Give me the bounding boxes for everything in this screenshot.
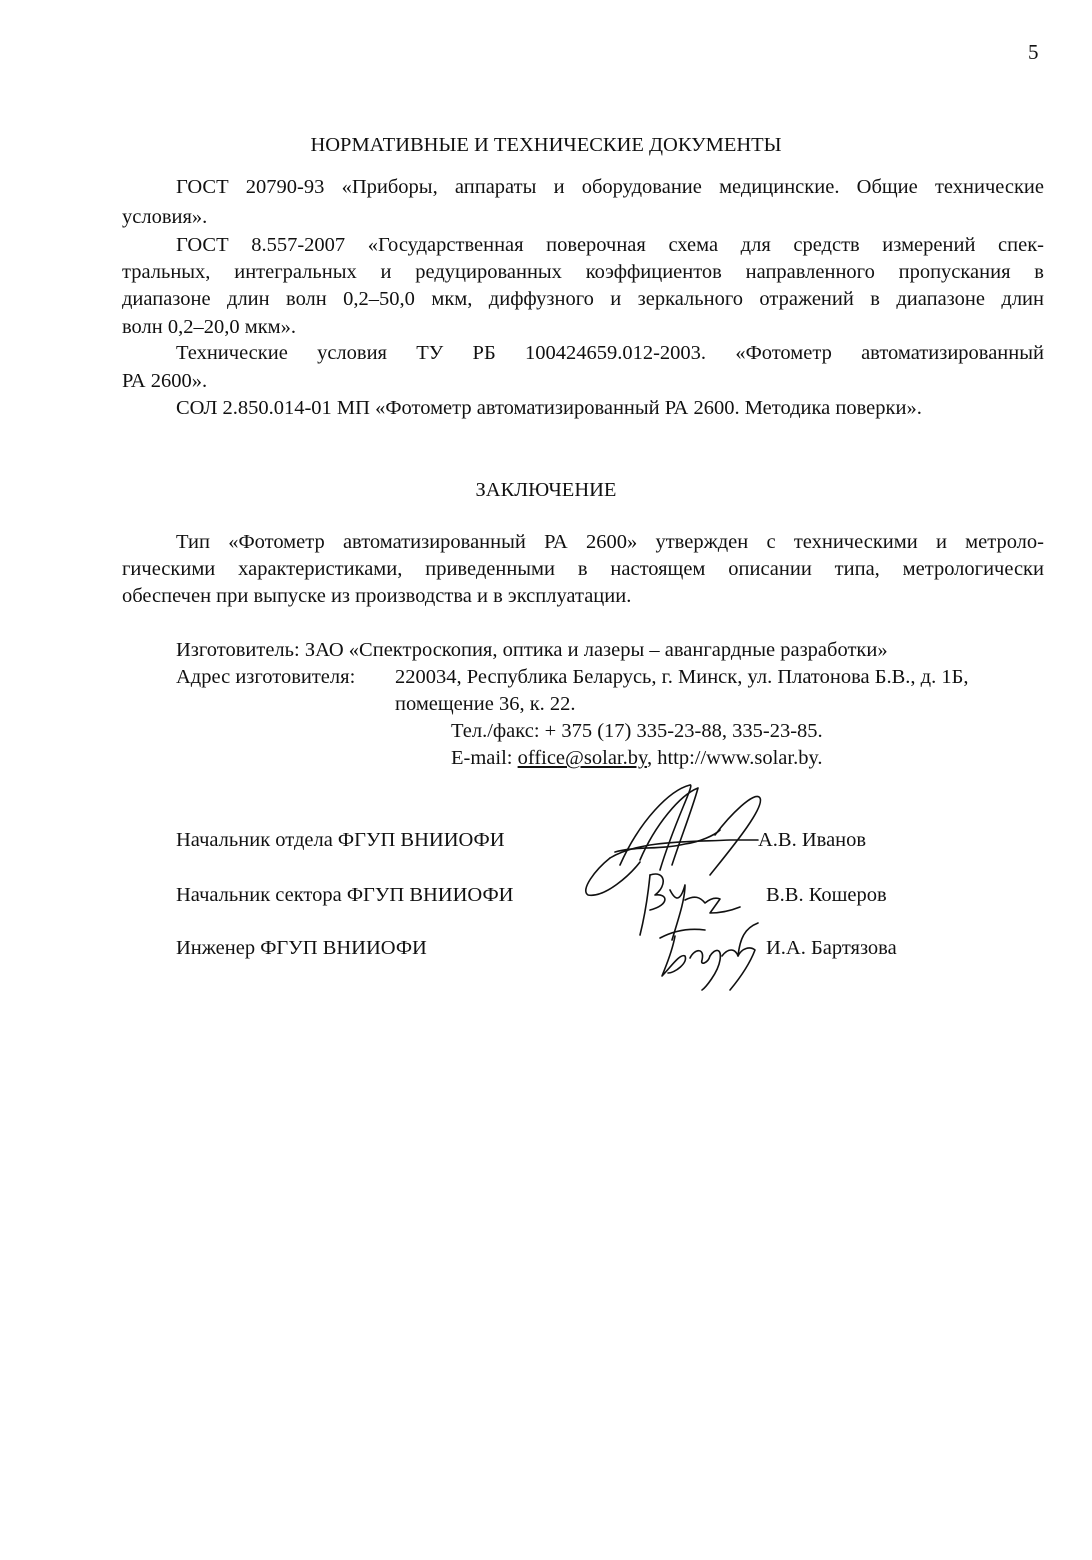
- website-link[interactable]: , http://www.solar.by.: [646, 747, 823, 769]
- phone-fax: Тел./факс: + 375 (17) 335-23-88, 335-23-85.: [451, 720, 823, 742]
- address-label: Адрес изготовителя:: [176, 666, 356, 688]
- conclusion-line-2: гическими характеристиками, приведенными в настоящем описании типа, метрологически: [122, 558, 1044, 580]
- signatory-3-title: Инженер ФГУП ВНИИОФИ: [176, 937, 427, 959]
- doc-1-line-2: условия».: [122, 206, 208, 228]
- doc-1-line-1: ГОСТ 20790-93 «Приборы, аппараты и оборудование медицинские. Общие технические: [176, 176, 1044, 198]
- doc-4-line-1: СОЛ 2.850.014-01 МП «Фотометр автоматизированный РА 2600. Методика поверки».: [176, 397, 922, 419]
- contact-line: [451, 747, 823, 770]
- section-title-documents: НОРМАТИВНЫЕ И ТЕХНИЧЕСКИЕ ДОКУМЕНТЫ: [310, 134, 782, 156]
- page-number: 5: [1028, 40, 1039, 64]
- doc-3-line-2: РА 2600».: [122, 370, 208, 392]
- conclusion-line-1: Тип «Фотометр автоматизированный РА 2600» утвержден с техническими и метроло-: [176, 531, 1044, 553]
- section-title-conclusion: ЗАКЛЮЧЕНИЕ: [475, 479, 617, 501]
- signatory-1-title: Начальник отдела ФГУП ВНИИОФИ: [176, 829, 505, 851]
- address-line-2: помещение 36, к. 22.: [395, 693, 576, 715]
- address-line-1: 220034, Республика Беларусь, г. Минск, ул. Платонова Б.В., д. 1Б,: [395, 666, 969, 688]
- doc-2-line-2: тральных, интегральных и редуцированных коэффициентов направленного пропускания в: [122, 261, 1044, 283]
- doc-3-line-1: Технические условия ТУ РБ 100424659.012-2003. «Фотометр автоматизированный: [176, 342, 1044, 364]
- signatory-2-name: В.В. Кошеров: [766, 884, 887, 906]
- manufacturer-name: ЗАО «Спектроскопия, оптика и лазеры – авангардные разработки»: [304, 639, 888, 661]
- manufacturer-line: [176, 639, 888, 662]
- doc-2-line-1: ГОСТ 8.557-2007 «Государственная поверочная схема для средств измерений спек-: [176, 234, 1044, 256]
- manufacturer-label: Изготовитель:: [176, 639, 300, 661]
- conclusion-line-3: обеспечен при выпуске из производства и в эксплуатации.: [122, 585, 632, 607]
- email-label: E-mail:: [451, 747, 513, 769]
- signature-3-icon: [650, 918, 765, 993]
- doc-2-line-4: волн 0,2–20,0 мкм».: [122, 316, 296, 338]
- email-link[interactable]: office@solar.by: [517, 747, 647, 769]
- signatory-2-title: Начальник сектора ФГУП ВНИИОФИ: [176, 884, 514, 906]
- doc-2-line-3: диапазоне длин волн 0,2–50,0 мкм, диффузного и зеркального отражений в диапазоне длин: [122, 288, 1044, 310]
- signatory-1-name: А.В. Иванов: [758, 829, 867, 851]
- signatory-3-name: И.А. Бартязова: [766, 937, 897, 959]
